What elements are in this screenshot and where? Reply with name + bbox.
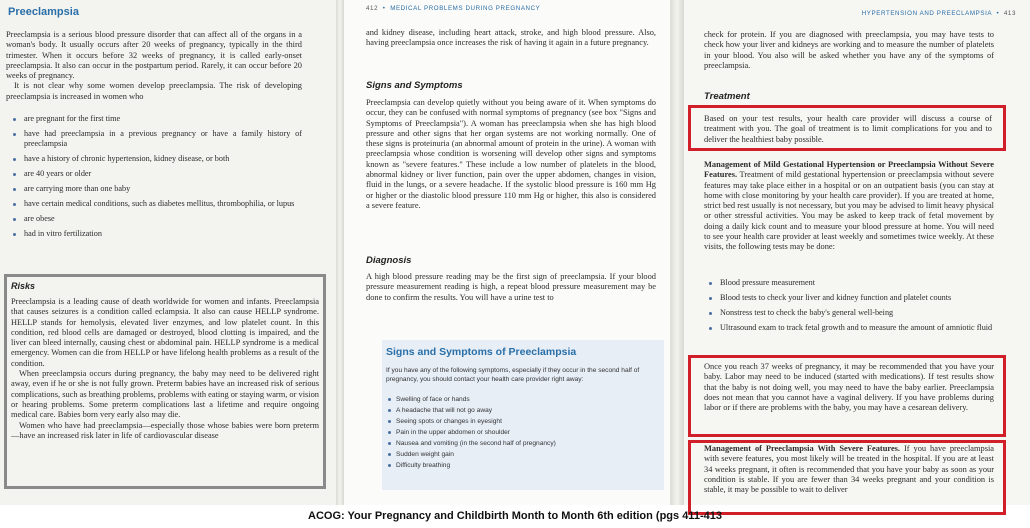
signs-symptoms-text xyxy=(366,98,656,211)
running-header-412: 412 • MEDICAL PROBLEMS DURING PREGNANCY xyxy=(366,5,541,12)
continuation-paragraph: and kidney disease, including heart attack, stroke, and high blood pressure. Also, having preeclampsia once increases the risk of having it again in a future pregnancy. xyxy=(366,28,656,48)
risks-text xyxy=(11,297,319,441)
treatment-highlight-frame xyxy=(688,105,1006,151)
page-number: 413 xyxy=(1003,10,1016,17)
severe-highlight-frame xyxy=(688,440,1006,515)
treatment-paragraph: Based on your test results, your health care provider will discuss a course of treatment with you. The goal of treatment is to limit complications for you and to deliver the healthiest baby possible. xyxy=(704,114,992,144)
diagnosis-heading: Diagnosis xyxy=(366,255,412,266)
page3-continuation xyxy=(704,30,994,71)
list-item: have a history of chronic hypertension, kidney disease, or both xyxy=(8,154,302,164)
weeks-highlight-frame xyxy=(688,355,1006,437)
list-item: Pain in the upper abdomen or shoulder xyxy=(386,427,556,438)
figure-caption: ACOG: Your Pregnancy and Childbirth Month to Month 6th edition (pgs 411-413 xyxy=(308,510,722,522)
box-symptom-list xyxy=(386,394,556,471)
list-item: Swelling of face or hands xyxy=(386,394,556,405)
diagnosis-paragraph: A high blood pressure reading may be the first sign of preeclampsia. If your blood pressure measurement reading is high, a repeat blood pressure measurement may be done to confirm the results. You will have a urine test to xyxy=(366,272,656,302)
list-item: have certain medical conditions, such as diabetes mellitus, thrombophilia, or lupus xyxy=(8,199,302,209)
tests-list xyxy=(704,278,994,333)
list-item: Blood pressure measurement xyxy=(704,278,994,288)
list-item: Blood tests to check your liver and kidney function and platelet counts xyxy=(704,293,994,303)
severe-management-paragraph: If you have preeclampsia with severe features, you most likely will be treated in the hospital. If you are at least 34 weeks pregnant, it often is recommended that you have your baby as soon as your condition is stable. If you are fewer than 34 weeks pregnant and your condition is stable, it may be possible to wait to deliver xyxy=(704,444,995,495)
list-item: have had preeclampsia in a previous pregnancy or have a family history of preeclampsia xyxy=(8,129,302,149)
list-item: had in vitro fertilization xyxy=(8,229,302,239)
list-item: Nausea and vomiting (in the second half of pregnancy) xyxy=(386,438,556,449)
risks-paragraph-3: Women who have had preeclampsia—especially those whose babies were born preterm—have an increased risk later in life of cardiovascular disease xyxy=(11,420,319,440)
mild-management-paragraph: Treatment of mild gestational hypertension or preeclampsia without severe features may take place either in a hospital or on an outpatient basis (you can stay at home with close monitoring by your health care provider). If you are treated at home, strict bed rest usually is not necessary, but you may be advised to limit heavy physical or other stressful activities. You may be asked to keep track of fetal movement by doing a daily kick count and to measure your blood pressure at home. You will need to see your health care provider at least weekly and sometimes twice weekly. At these visits, the following tests may be done: xyxy=(704,170,994,252)
list-item: are carrying more than one baby xyxy=(8,184,302,194)
intro-paragraph: Preeclampsia is a serious blood pressure disorder that can affect all of the organs in a woman's body. It usually occurs after 20 weeks of pregnancy, typically in the third trimester. When it occurs before 32 weeks of pregnancy, it is called early-onset preeclampsia. It also can occur in the postpartum period. Rarely, it can occur before 20 weeks of pregnancy. xyxy=(6,30,302,81)
page-411 xyxy=(0,0,336,505)
risk-factors-list xyxy=(8,114,302,239)
running-head-title: MEDICAL PROBLEMS DURING PREGNANCY xyxy=(390,5,541,12)
risks-paragraph-2: When preeclampsia occurs during pregnancy, the baby may need to be delivered right away, even if he or she is not fully grown. Preterm babies have an increased risk of serious complications, such as breathing problems, problems with eating or staying warm, or vision or hearing problems. Some preterm complications last a lifetime and require ongoing medical care. Babies born very early also may die. xyxy=(11,369,319,420)
severe-management-heading: Management of Preeclampsia With Severe Features. xyxy=(704,444,901,453)
mild-management-heading: Management of Mild Gestational Hypertension or Preeclampsia Without Severe Features. xyxy=(704,160,994,180)
continuation-paragraph: check for protein. If you are diagnosed with preeclampsia, you may have tests to check how your liver and kidneys are working and to measure the number of platelets in your blood. You also will be asked whether you have any of the symptoms of preeclampsia. xyxy=(704,30,994,70)
risks-heading: Risks xyxy=(11,281,36,291)
list-item: Seeing spots or changes in eyesight xyxy=(386,416,556,427)
box-intro: If you have any of the following symptoms, especially if they occur in the second half of pregnancy, you should contact your health care provider right away: xyxy=(386,367,640,383)
diagnosis-text xyxy=(366,272,656,303)
page-number: 412 xyxy=(366,5,379,12)
page2-continuation xyxy=(366,28,656,49)
list-item: Nonstress test to check the baby's general well-being xyxy=(704,308,994,318)
risk-intro-paragraph: It is not clear why some women develop preeclampsia. The risk of developing preeclampsia is increased in women who xyxy=(6,81,302,101)
risks-paragraph-1: Preeclampsia is a leading cause of death worldwide for women and infants. Preeclampsia that causes seizures is a condition called eclampsia. It also can cause HELLP syndrome. HELLP stands for hemolysis, elevated liver enzymes, and low platelet count. In this condition, red blood cells are damaged or destroyed, blood clotting is impaired, and the liver can bleed internally, causing chest or abdominal pain. HELLP syndrome is a medical emergency. Women can die from HELLP or have lifelong health problems as a result of the condition. xyxy=(11,297,319,368)
running-head-title: HYPERTENSION AND PREECLAMPSIA xyxy=(861,10,992,17)
weeks-paragraph: Once you reach 37 weeks of pregnancy, it may be recommended that you have your baby. Labor may need to be induced (started with medications). If test results show that the baby is not doing well, you may need to have the baby earlier. Preeclampsia does not mean that you cannot have a vaginal delivery. If you have problems during labor or if there are problems with the baby, you may have a cesarean delivery. xyxy=(704,362,994,413)
running-header-413: HYPERTENSION AND PREECLAMPSIA • 413 xyxy=(861,10,1016,17)
signs-symptoms-paragraph: Preeclampsia can develop quietly without you being aware of it. When symptoms do occur, they can be confused with normal symptoms of pregnancy (see box "Signs and Symptoms of Preeclampsia"). A woman has preeclampsia when she has high blood pressure and other signs that her organ systems are not working normally. One of these signs is proteinuria (an abnormal amount of protein in the urine). A woman with preeclampsia whose condition is worsening will develop other signs and symptoms known as "severe features." These include a low number of platelets in the blood, abnormal kidney or liver function, pain over the upper abdomen, changes in vision, fluid in the lungs, or a severe headache. If the systolic blood pressure is 160 mm Hg or higher or the diastolic blood pressure 110 mm Hg or higher, this also is considered a severe feature. xyxy=(366,98,656,210)
treatment-heading: Treatment xyxy=(704,91,750,102)
list-item: A headache that will not go away xyxy=(386,405,556,416)
list-item: Difficulty breathing xyxy=(386,460,556,471)
page-gutter xyxy=(670,0,684,505)
signs-symptoms-box xyxy=(382,340,664,490)
preeclampsia-heading: Preeclampsia xyxy=(8,6,79,18)
risk-factors-list-wrap xyxy=(8,114,302,244)
page-gutter xyxy=(336,0,344,505)
list-item: are pregnant for the first time xyxy=(8,114,302,124)
box-title: Signs and Symptoms of Preeclampsia xyxy=(386,346,577,358)
signs-symptoms-heading: Signs and Symptoms xyxy=(366,80,463,91)
list-item: Sudden weight gain xyxy=(386,449,556,460)
intro-block xyxy=(6,30,302,102)
list-item: are 40 years or older xyxy=(8,169,302,179)
tests-list-wrap xyxy=(704,278,994,338)
mild-management-text xyxy=(704,160,994,253)
list-item: Ultrasound exam to track fetal growth and to measure the amount of amniotic fluid xyxy=(704,323,994,333)
risks-highlight-frame xyxy=(4,274,326,489)
list-item: are obese xyxy=(8,214,302,224)
